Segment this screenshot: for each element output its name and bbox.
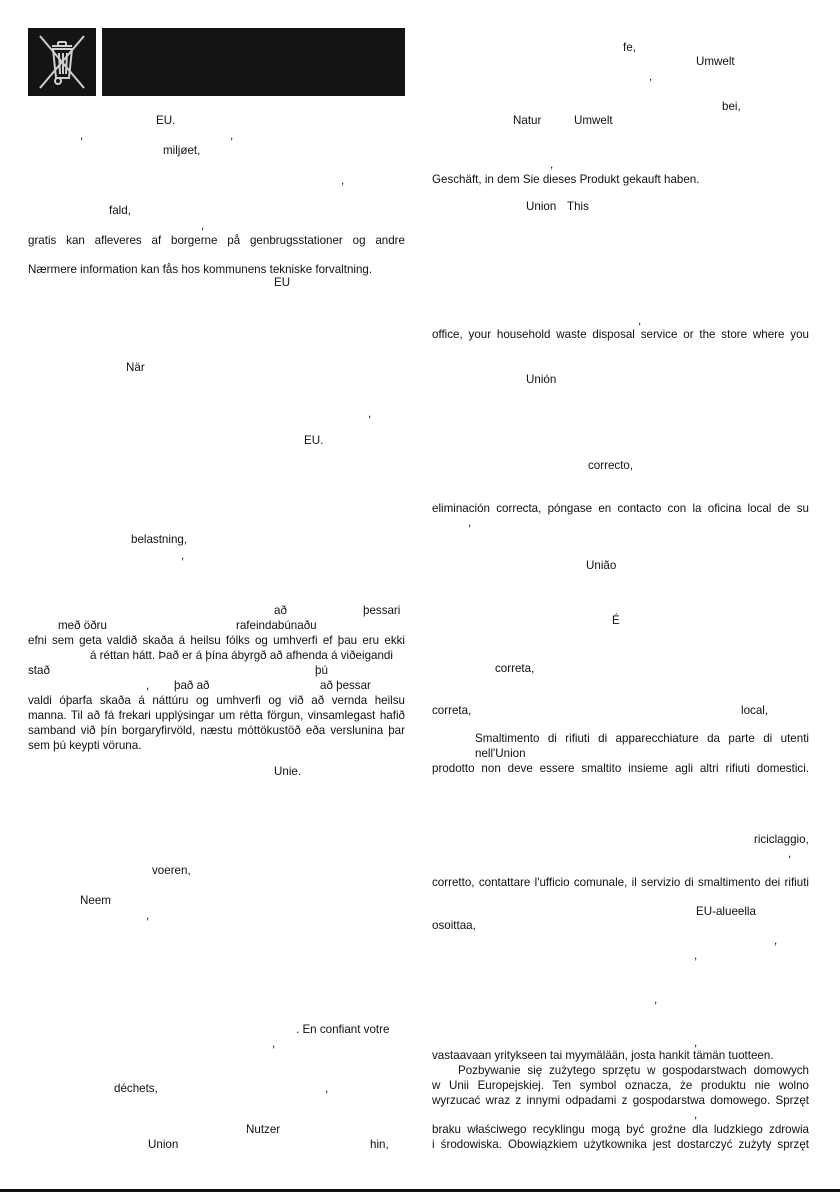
text-fragment: , <box>649 70 653 83</box>
text-line: w Unii Europejskiej. Ten symbol oznacza, że produktu nie wolno <box>432 1079 809 1092</box>
text-fragment: fald, <box>109 204 131 217</box>
text-fragment: , <box>774 934 778 947</box>
text-fragment: Umwelt <box>696 55 735 68</box>
text-fragment: Umwelt <box>574 114 613 127</box>
text-fragment: déchets, <box>114 1082 158 1095</box>
text-fragment: að <box>274 604 287 617</box>
text-fragment: local, <box>741 704 769 717</box>
text-fragment: Neem <box>80 894 111 907</box>
text-fragment: , <box>694 1036 698 1049</box>
text-fragment: , <box>368 407 372 420</box>
text-fragment: , <box>638 314 642 327</box>
text-fragment: This <box>567 200 589 213</box>
text-fragment: När <box>126 361 145 374</box>
text-fragment: , <box>181 549 185 562</box>
text-fragment: , <box>694 949 698 962</box>
text-line: samband við þín borgaryfirvöld, næstu móttökustöð eða verslunina þar <box>28 724 405 737</box>
text-fragment: að þessar <box>320 679 371 692</box>
text-fragment: , <box>230 129 234 142</box>
text-fragment: á réttan hátt. Það er á þína ábyrgð að afhenda á viðeigandi <box>90 649 393 662</box>
text-fragment: stað <box>28 664 50 677</box>
text-fragment: þú <box>315 664 328 677</box>
text-line: gratis kan afleveres af borgerne på genbrugsstationer og andre <box>28 234 405 247</box>
text-fragment: , <box>341 174 345 187</box>
text-fragment: correcto, <box>588 459 634 472</box>
text-line: Pozbywanie się zużytego sprzętu w gospodarstwach domowych <box>458 1064 809 1077</box>
text-line: office, your household waste disposal service or the store where you <box>432 328 809 341</box>
text-fragment: , <box>201 219 205 232</box>
text-fragment: rafeindabúnaðu <box>236 619 317 632</box>
left-column <box>28 0 408 1192</box>
text-line: Smaltimento di rifiuti di apparecchiature da parte di utenti <box>475 732 809 745</box>
text-line: wyrzucać wraz z innymi odpadami z gospodarstwa domowego. Sprzęt <box>432 1094 809 1107</box>
text-fragment: miljøet, <box>163 144 201 157</box>
text-fragment: , <box>325 1082 329 1095</box>
text-fragment: Nutzer <box>246 1123 281 1136</box>
right-column <box>432 0 812 1192</box>
text-fragment: belastning, <box>131 533 188 546</box>
text-fragment: , <box>146 679 150 692</box>
text-fragment: Union <box>526 200 557 213</box>
text-line: Geschäft, in dem Sie dieses Produkt gekauft haben. <box>432 173 700 186</box>
text-fragment: það að <box>174 679 210 692</box>
text-fragment: . En confiant votre <box>296 1023 390 1036</box>
text-fragment: Union <box>148 1138 179 1151</box>
text-line: Nærmere information kan fås hos kommunens tekniske forvaltning. <box>28 263 373 276</box>
text-fragment: þessari <box>363 604 401 617</box>
text-fragment: EU-alueella <box>696 905 756 918</box>
text-fragment: É <box>612 614 620 627</box>
text-line: i środowiska. Obowiązkiem użytkownika jest dostarczyć zużyty sprzęt <box>432 1138 809 1151</box>
text-line: valdi óþarfa skaða á náttúru og umhverfi og við að vernda heilsu <box>28 694 405 707</box>
text-fragment: EU <box>274 276 291 289</box>
text-fragment: , <box>654 993 658 1006</box>
text-fragment: correta, <box>495 662 535 675</box>
text-fragment: hin, <box>370 1138 389 1151</box>
text-fragment: , <box>272 1037 276 1050</box>
text-line: vastaavaan yritykseen tai myymälään, josta hankit tämän tuotteen. <box>432 1049 774 1062</box>
text-fragment: Unie. <box>274 765 302 778</box>
text-fragment: , <box>468 516 472 529</box>
text-line: sem þú keypti vöruna. <box>28 739 142 752</box>
text-fragment: , <box>788 847 792 860</box>
text-fragment: União <box>586 559 617 572</box>
text-fragment: Natur <box>513 114 542 127</box>
text-fragment: , <box>146 909 150 922</box>
text-fragment: voeren, <box>152 864 191 877</box>
text-fragment: , <box>550 158 554 171</box>
text-fragment: riciclaggio, <box>754 833 809 846</box>
text-fragment: EU. <box>156 114 176 127</box>
text-fragment: , <box>694 1108 698 1121</box>
text-line: corretto, contattare l'ufficio comunale, il servizio di smaltimento dei rifiuti <box>432 876 809 889</box>
text-line: eliminación correcta, póngase en contacto con la oficina local de su <box>432 502 809 515</box>
text-fragment: EU. <box>304 434 324 447</box>
text-fragment: nell'Union <box>475 747 526 760</box>
text-fragment: Unión <box>526 373 557 386</box>
text-line: prodotto non deve essere smaltito insieme agli altri rifiuti domestici. <box>432 762 809 775</box>
text-fragment: bei, <box>722 100 741 113</box>
text-fragment: osoittaa, <box>432 919 476 932</box>
text-fragment: fe, <box>623 41 636 54</box>
text-line: efni sem geta valdið skaða á heilsu fólks og umhverfi ef þau eru ekki <box>28 634 405 647</box>
text-line: braku właściwego recyklingu mogą być groźne dla ludzkiego zdrowia <box>432 1123 809 1136</box>
text-line: manna. Til að fá frekari upplýsingar um rétta förgun, vinsamlegast hafið <box>28 709 405 722</box>
text-fragment: , <box>80 129 84 142</box>
text-fragment: correta, <box>432 704 472 717</box>
text-fragment: með öðru <box>58 619 107 632</box>
